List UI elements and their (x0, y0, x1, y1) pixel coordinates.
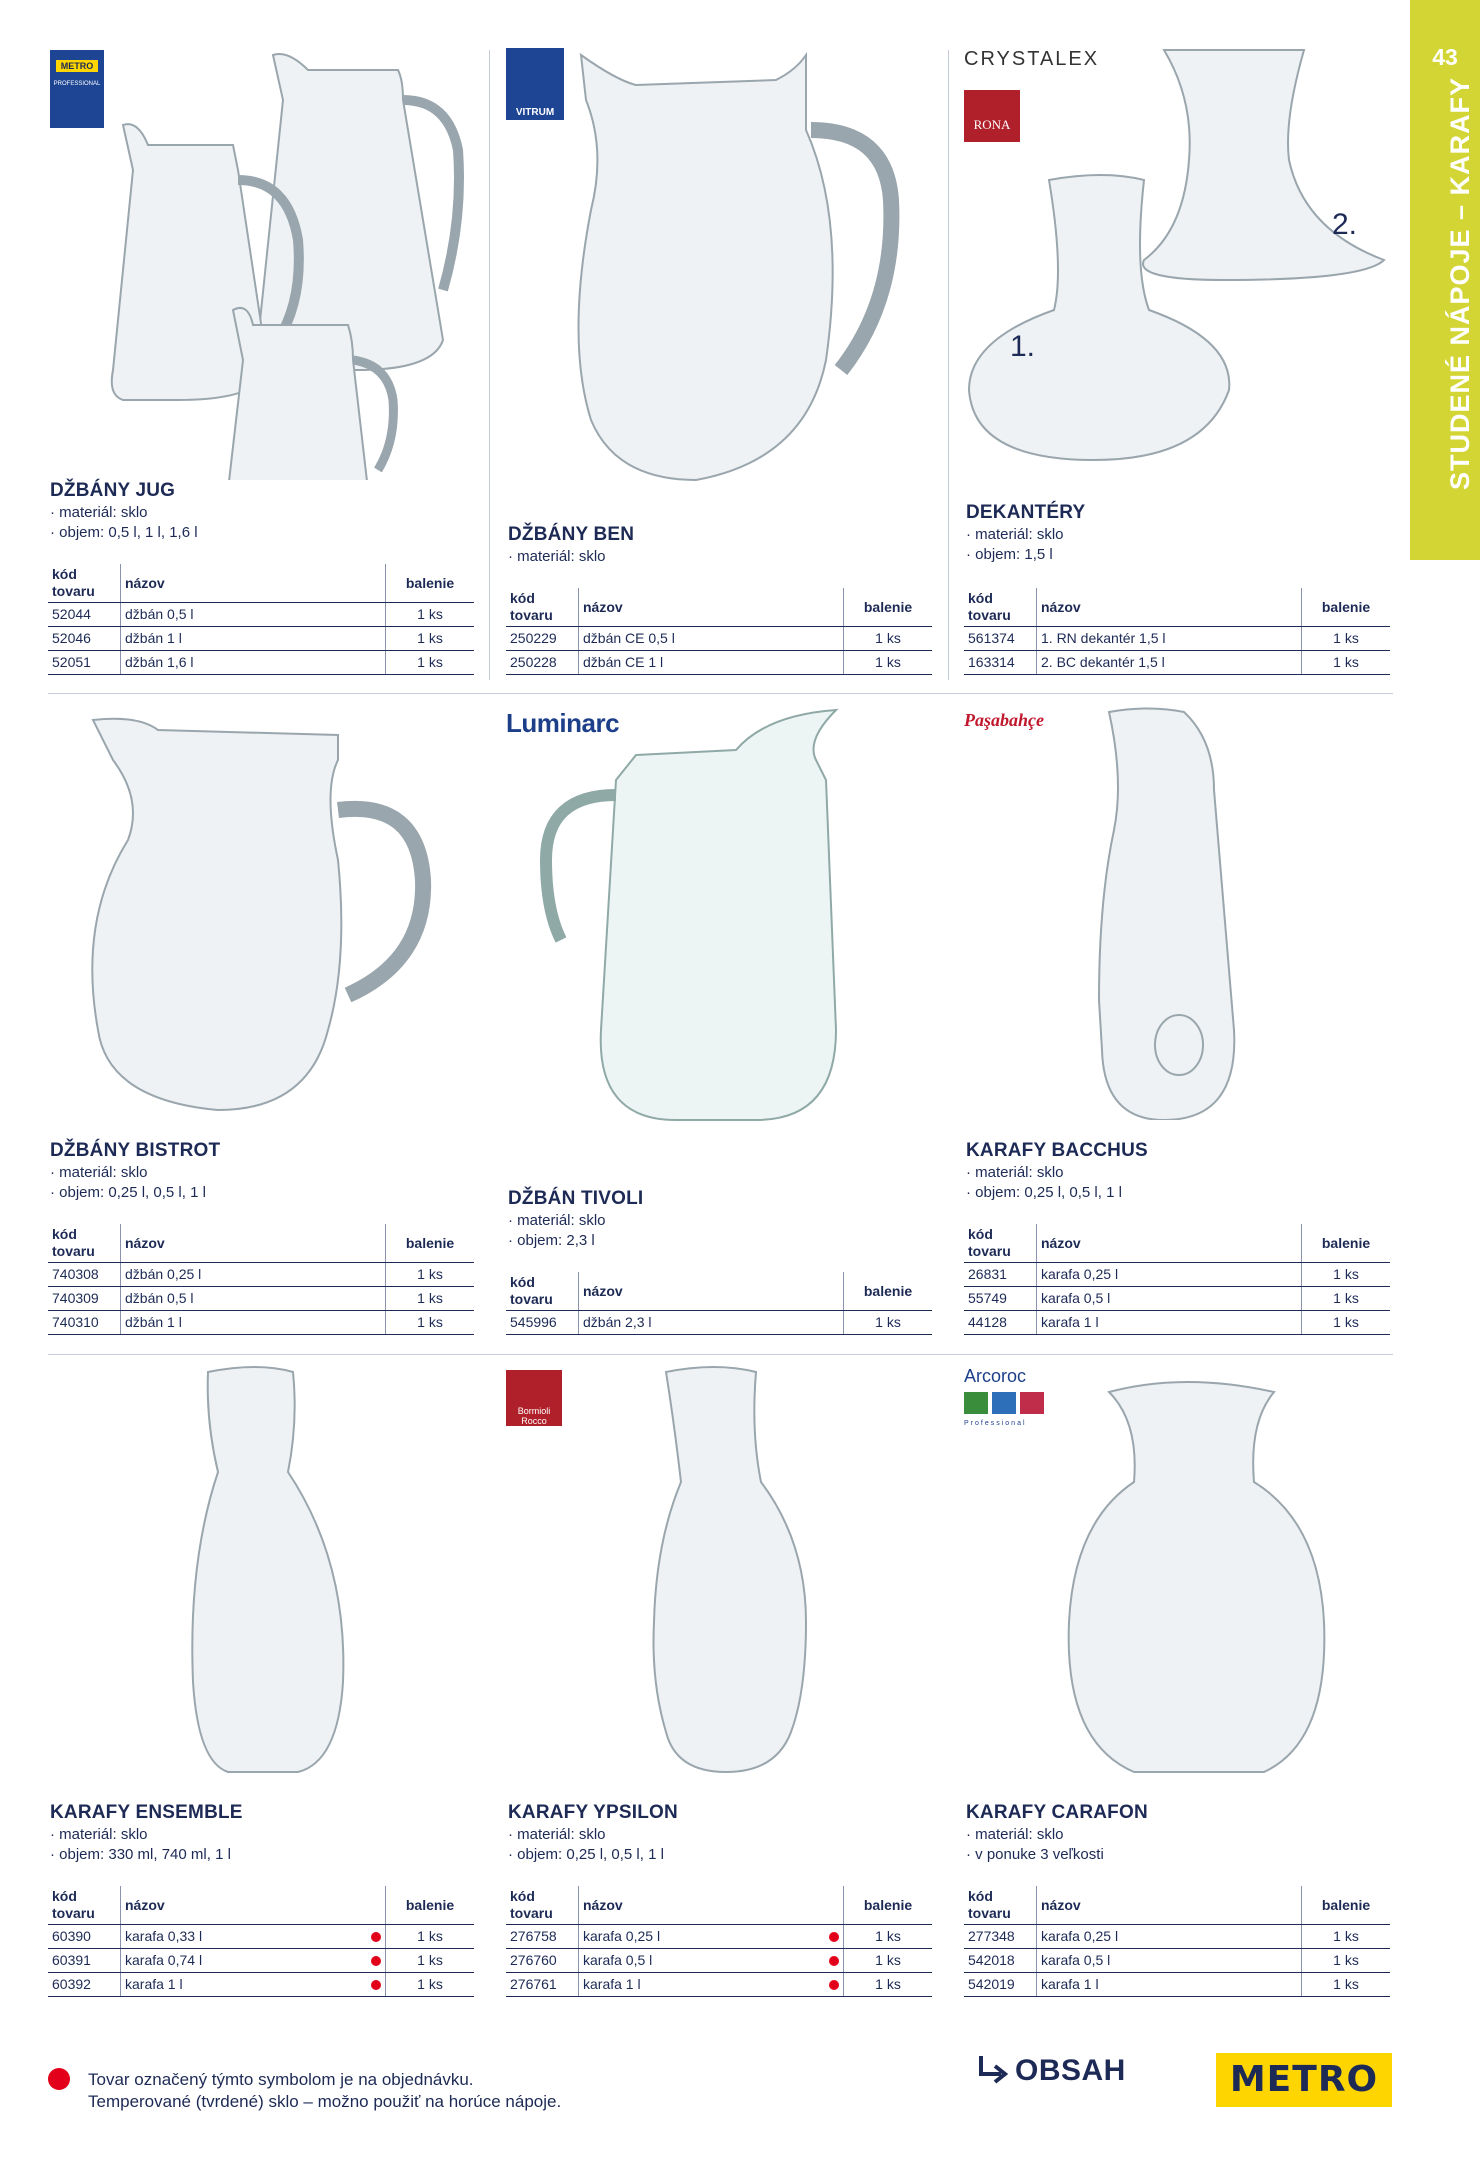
section-title: STUDENÉ NÁPOJE – KARAFY (1445, 76, 1475, 490)
page-number: 43 (1432, 44, 1458, 70)
col-pack: balenie (386, 1886, 475, 1925)
metro-professional-logo: METRO PROFESSIONAL (50, 50, 104, 128)
product-section-jug (48, 40, 486, 690)
col-name: názov (579, 588, 844, 627)
col-pack: balenie (386, 564, 475, 603)
metro-logo: METRO (1216, 2053, 1392, 2107)
product-attr: · materiál: sklo (508, 1212, 606, 1229)
order-only-marker (371, 1980, 381, 1990)
col-pack: balenie (1302, 1886, 1391, 1925)
product-attr: · v ponuke 3 veľkosti (966, 1846, 1104, 1863)
product-title: DŽBÁNY BEN (508, 524, 635, 545)
product-table (506, 1272, 932, 1335)
row-divider (48, 1354, 1393, 1355)
table-row: 545996 džbán 2,3 l 1 ks (506, 1311, 932, 1335)
product-attr: · materiál: sklo (508, 1826, 606, 1843)
product-title: KARAFY BACCHUS (966, 1140, 1148, 1161)
col-pack: balenie (1302, 1224, 1391, 1263)
product-section-bacchus (964, 700, 1402, 1350)
table-row: 163314 2. BC dekantér 1,5 l 1 ks (964, 651, 1390, 675)
arcoroc-logo: Arcoroc (964, 1366, 1027, 1386)
product-section-tivoli (506, 700, 944, 1350)
col-pack: balenie (1302, 588, 1391, 627)
product-title: DEKANTÉRY (966, 502, 1086, 523)
col-name: názov (1037, 1224, 1302, 1263)
col-pack: balenie (386, 1224, 475, 1263)
col-code: kód tovaru (48, 1224, 121, 1263)
decanter-label-1: 1. (1010, 330, 1036, 363)
bacchus-carafe-photo (964, 700, 1402, 1120)
col-pack: balenie (844, 1272, 933, 1311)
table-row: 276760 karafa 0,5 l 1 ks (506, 1949, 932, 1973)
pasabahce-logo: Paşabahçe (964, 710, 1044, 730)
product-section-ypsilon (506, 1362, 944, 2012)
ypsilon-carafe-photo (506, 1362, 944, 1782)
table-row: 276758 karafa 0,25 l 1 ks (506, 1925, 932, 1949)
table-row: 542019 karafa 1 l 1 ks (964, 1973, 1390, 1997)
ensemble-carafe-photo (48, 1362, 486, 1782)
table-row: 26831 karafa 0,25 l 1 ks (964, 1263, 1390, 1287)
product-attr: · materiál: sklo (966, 526, 1064, 543)
table-row: 60392 karafa 1 l 1 ks (48, 1973, 474, 1997)
product-section-bistrot (48, 700, 486, 1350)
col-name: názov (121, 564, 386, 603)
luminarc-logo: Luminarc (506, 708, 620, 738)
decanter-label-2: 2. (1332, 208, 1358, 241)
product-table (48, 1886, 474, 1997)
crystalex-logo: CRYSTALEX (964, 48, 1100, 70)
order-only-marker (371, 1956, 381, 1966)
product-section-carafon (964, 1362, 1402, 2012)
product-section-ben (506, 40, 944, 690)
table-row: 52046 džbán 1 l 1 ks (48, 627, 474, 651)
col-code: kód tovaru (964, 1886, 1037, 1925)
col-pack: balenie (844, 588, 933, 627)
col-name: názov (121, 1224, 386, 1263)
row-divider (48, 693, 1393, 694)
bormioli-logo: Bormioli Rocco (506, 1370, 562, 1426)
product-attr: · objem: 0,25 l, 0,5 l, 1 l (508, 1846, 664, 1863)
tivoli-pitcher-photo (506, 700, 944, 1140)
order-only-marker (829, 1932, 839, 1942)
product-attr: · materiál: sklo (50, 1164, 148, 1181)
product-attr: · objem: 0,5 l, 1 l, 1,6 l (50, 524, 198, 541)
order-only-marker (829, 1956, 839, 1966)
product-title: DŽBÁNY BISTROT (50, 1140, 221, 1161)
order-only-marker (371, 1932, 381, 1942)
product-title: KARAFY ENSEMBLE (50, 1802, 243, 1823)
table-row: 250228 džbán CE 1 l 1 ks (506, 651, 932, 675)
col-code: kód tovaru (506, 588, 579, 627)
product-table (964, 588, 1390, 675)
decanters-photo (964, 40, 1402, 510)
col-code: kód tovaru (964, 1224, 1037, 1263)
table-row: 60390 karafa 0,33 l 1 ks (48, 1925, 474, 1949)
table-row: 542018 karafa 0,5 l 1 ks (964, 1949, 1390, 1973)
col-name: názov (1037, 1886, 1302, 1925)
product-title: KARAFY CARAFON (966, 1802, 1148, 1823)
product-attr: · objem: 330 ml, 740 ml, 1 l (50, 1846, 231, 1863)
product-title: DŽBÁNY JUG (50, 480, 176, 501)
order-only-legend-icon (48, 2068, 70, 2090)
col-code: kód tovaru (964, 588, 1037, 627)
col-code: kód tovaru (48, 564, 121, 603)
col-name: názov (1037, 588, 1302, 627)
product-attr: · objem: 2,3 l (508, 1232, 595, 1249)
product-attr: · materiál: sklo (966, 1164, 1064, 1181)
column-divider (489, 50, 490, 680)
ben-pitcher-photo (506, 40, 944, 510)
vitrum-logo: VITRUM (506, 48, 564, 120)
col-code: kód tovaru (506, 1886, 579, 1925)
rona-logo: RONA (964, 90, 1020, 142)
col-name: názov (121, 1886, 386, 1925)
table-row: 55749 karafa 0,5 l 1 ks (964, 1287, 1390, 1311)
bistrot-pitcher-photo (48, 700, 486, 1120)
product-attr: · objem: 0,25 l, 0,5 l, 1 l (50, 1184, 206, 1201)
table-row: 740308 džbán 0,25 l 1 ks (48, 1263, 474, 1287)
contents-link[interactable]: OBSAH (1015, 2054, 1126, 2087)
product-table (48, 1224, 474, 1335)
col-name: názov (579, 1272, 844, 1311)
jug-pitchers-photo (48, 40, 486, 480)
product-attr: · objem: 0,25 l, 0,5 l, 1 l (966, 1184, 1122, 1201)
order-only-marker (829, 1980, 839, 1990)
table-row: 277348 karafa 0,25 l 1 ks (964, 1925, 1390, 1949)
carafon-carafe-photo (964, 1362, 1402, 1782)
product-table (48, 564, 474, 675)
product-table (506, 1886, 932, 1997)
table-row: 44128 karafa 1 l 1 ks (964, 1311, 1390, 1335)
product-attr: · materiál: sklo (50, 1826, 148, 1843)
product-title: KARAFY YPSILON (508, 1802, 678, 1823)
table-row: 740310 džbán 1 l 1 ks (48, 1311, 474, 1335)
product-attr: · objem: 1,5 l (966, 546, 1053, 563)
return-arrow-icon[interactable] (975, 2052, 1011, 2092)
table-row: 60391 karafa 0,74 l 1 ks (48, 1949, 474, 1973)
col-name: názov (579, 1886, 844, 1925)
table-row: 740309 džbán 0,5 l 1 ks (48, 1287, 474, 1311)
product-table (964, 1224, 1390, 1335)
product-attr: · materiál: sklo (50, 504, 148, 521)
col-code: kód tovaru (506, 1272, 579, 1311)
column-divider (948, 50, 949, 680)
product-section-ensemble (48, 1362, 486, 2012)
product-attr: · materiál: sklo (966, 1826, 1064, 1843)
table-row: 561374 1. RN dekantér 1,5 l 1 ks (964, 627, 1390, 651)
table-row: 276761 karafa 1 l 1 ks (506, 1973, 932, 1997)
table-row: 250229 džbán CE 0,5 l 1 ks (506, 627, 932, 651)
col-code: kód tovaru (48, 1886, 121, 1925)
legend-text: Tovar označený týmto symbolom je na objednávku. Temperované (tvrdené) sklo – možno použiť na horúce nápoje. (88, 2070, 562, 2111)
col-pack: balenie (844, 1886, 933, 1925)
product-section-dekantery (964, 40, 1402, 690)
product-title: DŽBÁN TIVOLI (508, 1188, 644, 1209)
product-table (506, 588, 932, 675)
product-attr: · materiál: sklo (508, 548, 606, 565)
table-row: 52044 džbán 0,5 l 1 ks (48, 603, 474, 627)
product-table (964, 1886, 1390, 1997)
table-row: 52051 džbán 1,6 l 1 ks (48, 651, 474, 675)
arcoroc-sub: Professional (964, 1420, 1027, 1427)
